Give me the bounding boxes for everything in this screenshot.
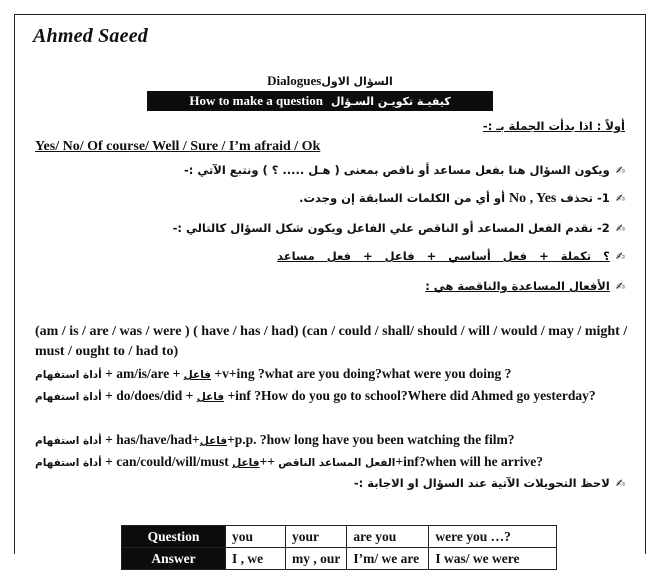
yes-no-words: No , Yes [509,191,557,206]
formula-row: أداة استفهام + am/is/are + فاعل +v+ing ?what are you doing?what were you doing ? [35,366,512,381]
auxiliary-verbs-list: (am / is / are / was / were ) ( have / has / had) (can / could / shall/ should / will / would / may / might / must / ought to / had to) [35,324,628,359]
table-row [122,526,557,548]
note-line: ✍لاحظ التحويلات الآتية عند السؤال او الاجابة :- [353,476,625,490]
rule-line: ✍2- نقدم الفعل المساعد أو الناقص علي الفاعل ويكون شكل السؤال كالتالي :- [172,221,625,235]
table-cell: my , our [286,548,347,570]
formula-row: أداة استفهام + do/does/did + فاعل +inf ?How do you go to school?Where did Ahmed go yesterday? [35,388,596,403]
starter-words: Yes/ No/ Of course/ Well / Sure / I’m afraid / Ok [35,139,321,154]
banner-arabic: كيفيـة تكويـن السـؤال [330,94,451,108]
banner-english: How to make a question [189,93,323,108]
formula-row: أداة استفهام + can/could/will/must الفعل المساعد الناقص ++فاعل +inf?when will he arrive? [35,454,543,469]
formula-row: أداة استفهام + has/have/had+فاعل+p.p. ?how long have you been watching the film? [35,432,515,447]
table-header-cell: Answer [122,548,226,570]
table-header-cell: Question [122,526,226,548]
table-cell: were you …? [429,526,557,548]
pen-icon: ✍ [615,250,625,263]
question-title-arabic: السؤال الاول [321,75,393,88]
table-cell: I was/ we were [429,548,557,570]
table-cell: I’m/ we are [347,548,429,570]
rule-line: ✍ويكون السؤال هنا بفعل مساعد أو ناقص بمعنى ( هـل ..... ؟ ) ونتبع الآتي :- [183,163,625,177]
table-cell: your [286,526,347,548]
pen-icon: ✍ [615,280,625,293]
question-formula: ✍؟ تكملة + فعل أساسي + فاعل + فعل مساعد [277,249,625,263]
rule-line: ✍1- تحذف No , Yes أو أي من الكلمات السابقة إن وجدت. [299,191,625,206]
question-title [15,73,645,89]
first-heading: أولاً : اذا بدأت الجملة بـ :- [482,119,625,133]
question-answer-table [121,525,557,570]
section-banner [147,91,493,111]
pen-icon: ✍ [615,222,625,235]
table-cell: are you [347,526,429,548]
rule-line: ✍الأفعال المساعدة والناقصة هي : [425,279,625,293]
author-name: Ahmed Saeed [33,25,148,47]
pen-icon: ✍ [615,192,625,205]
question-title-english: Dialogues [267,73,322,88]
table-cell: you [226,526,286,548]
document-page [14,14,646,566]
table-cell: I , we [226,548,286,570]
table-row [122,548,557,570]
pen-icon: ✍ [615,164,625,177]
pen-icon: ✍ [615,477,625,490]
